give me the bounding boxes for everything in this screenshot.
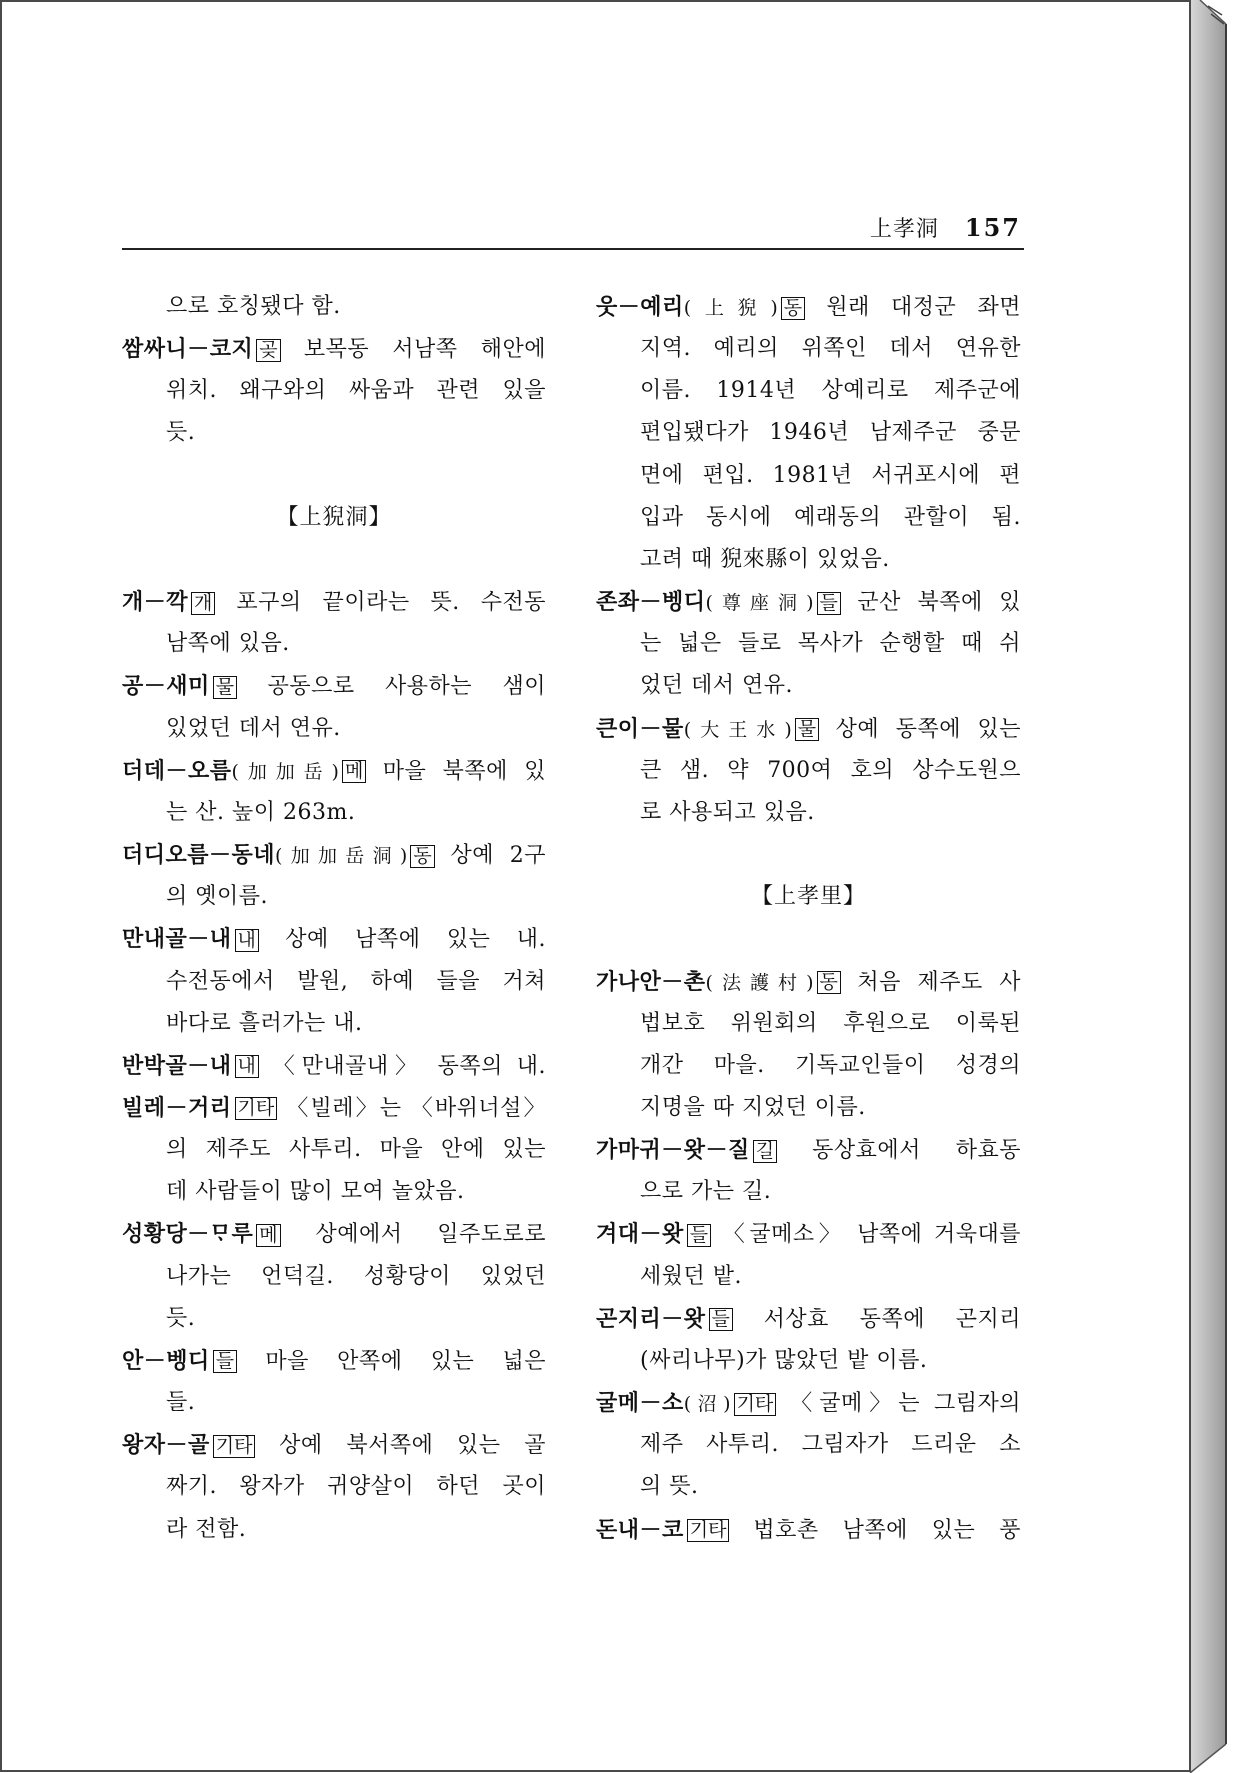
entry-line: 법보호 위원회의 후원으로 이룩된 (640, 1010, 1021, 1036)
category-tag: 내 (235, 1055, 259, 1078)
section-heading: 【上孝里】 (750, 884, 866, 910)
entry-line: 고려 때 猊來縣이 있었음. (640, 546, 890, 572)
headword: 공－새미 (122, 673, 210, 700)
entry-text: 마을 안쪽에 있는 넓은 (265, 1348, 546, 1374)
header-section-title: 上孝洞 (869, 217, 939, 242)
entry-line: 편입됐다가 1946년 남제주군 중문 (640, 420, 1021, 446)
category-tag: 들 (817, 592, 841, 615)
category-tag: 동 (817, 971, 841, 994)
entry-text: 〈만내골내〉 동쪽의 내. (272, 1053, 547, 1079)
running-header (870, 213, 1021, 245)
headword: 안－벵디 (122, 1347, 210, 1374)
hanja: (法護村) (705, 971, 814, 994)
category-tag: 들 (709, 1308, 733, 1331)
entry-line: 지명을 따 지었던 이름. (640, 1094, 866, 1120)
entry-text: 포구의 끝이라는 뜻. 수전동 (236, 590, 546, 616)
category-tag: 들 (687, 1224, 711, 1247)
headword: 가나안－촌 (596, 968, 706, 995)
entry-text: 상예 2구 (450, 843, 547, 869)
entry-text: 상예에서 일주도로로 (315, 1222, 547, 1248)
category-tag: 기타 (687, 1519, 730, 1542)
headword: 쌈싸니－코지 (122, 336, 254, 363)
entry-text: 원래 대정군 좌면 (826, 295, 1021, 320)
hanja: (大王水) (683, 718, 792, 741)
entry-line (122, 665, 546, 707)
entry-line (596, 1213, 1021, 1255)
entry-text: 군산 북쪽에 있 (857, 590, 1022, 616)
entry-text: 보목동 서남쪽 해안에 (303, 337, 546, 363)
hanja: (加加岳洞) (275, 845, 408, 868)
entry-line: 는 넓은 들로 목사가 순행할 때 쉬 (640, 631, 1021, 657)
entry-line (122, 834, 546, 876)
category-tag: 물 (795, 718, 819, 741)
page-stack-edge (1190, 0, 1226, 1773)
entry-text: 〈빌레〉는 〈바위너설〉 (286, 1095, 546, 1121)
entry-line: 이름. 1914년 상예리로 제주군에 (640, 378, 1021, 404)
category-tag: 기타 (213, 1435, 256, 1458)
entry-line: 는 산. 높이 263m. (166, 799, 356, 825)
entry-line (122, 918, 546, 960)
headword: 큰이－물 (596, 715, 684, 742)
entry-line: 나가는 언덕길. 성황당이 있었던 (166, 1263, 546, 1289)
section-heading: 【上猊洞】 (276, 504, 392, 530)
headword: 존좌－벵디 (596, 589, 706, 616)
blank-line (122, 539, 546, 581)
entry-line (122, 1340, 546, 1382)
entry-line: 수전동에서 발원, 하예 들을 거쳐 (166, 968, 546, 994)
entry-line: 듯. (166, 420, 196, 446)
right-column (596, 286, 1021, 1551)
category-tag: 동 (410, 845, 434, 868)
headword: 굴메－소 (596, 1390, 684, 1417)
entry-text: 상예 동쪽에 있는 (835, 716, 1022, 742)
entry-text: 서상효 동쪽에 곤지리 (763, 1306, 1021, 1332)
entry-text: 공동으로 사용하는 샘이 (267, 674, 546, 700)
headword: 웃－예리 (596, 294, 684, 320)
entry-line: (싸리나무)가 많았던 밭 이름. (640, 1347, 928, 1373)
entry-line: 큰 샘. 약 700여 호의 상수도원으 (640, 757, 1021, 783)
entry-line: 위치. 왜구와의 싸움과 관련 있을 (166, 378, 546, 404)
headword: 왕자－골 (122, 1432, 210, 1459)
entry-line: 남쪽에 있음. (166, 631, 290, 657)
entry-line: 입과 동시에 예래동의 관할이 됨. (640, 504, 1021, 530)
entry-text: 처음 제주도 사 (857, 969, 1022, 995)
hanja: (加加岳) (231, 760, 339, 783)
headword: 빌레－거리 (122, 1094, 232, 1121)
category-tag: 들 (213, 1350, 237, 1373)
category-tag: 내 (235, 929, 259, 952)
entry-line: 듯. (166, 1305, 196, 1331)
entry-text: 〈굴메〉는 그림자의 (790, 1391, 1021, 1417)
entry-line (122, 1045, 546, 1087)
entry-line (596, 1129, 1021, 1171)
headword: 겨대－왓 (596, 1221, 684, 1248)
entry-text: 상예 북서쪽에 있는 골 (279, 1433, 546, 1459)
blank-line (596, 834, 1021, 876)
category-tag: 개 (191, 592, 215, 615)
category-tag: 메 (342, 760, 366, 783)
entry-line (122, 581, 546, 623)
headword: 더디오름－동네 (122, 842, 276, 869)
hanja: (沼) (683, 1393, 731, 1416)
entry-line: 었던 데서 연유. (640, 673, 793, 699)
entry-line: 의 옛이름. (166, 884, 268, 910)
entry-line (122, 750, 546, 792)
category-tag: 동 (781, 297, 805, 320)
entry-line (596, 961, 1021, 1003)
headword: 개－깍 (122, 589, 189, 616)
entry-line (596, 1382, 1021, 1424)
entry-line: 면에 편입. 1981년 서귀포시에 편 (640, 462, 1021, 488)
entry-line: 있었던 데서 연유. (166, 715, 341, 741)
entry-text: 〈굴메소〉 남쪽에 거욱대를 (722, 1222, 1021, 1248)
category-tag: 기타 (235, 1097, 278, 1120)
entry-line (122, 1087, 546, 1129)
headword: 더데－오름 (122, 757, 232, 784)
blank-line (122, 455, 546, 497)
entry-line: 들. (166, 1390, 196, 1416)
entry-line (596, 1298, 1021, 1340)
entry-line: 데 사람들이 많이 모여 놀았음. (166, 1179, 465, 1205)
category-tag: 길 (753, 1140, 777, 1163)
headword: 곤지리－왓 (596, 1305, 706, 1332)
page-number: 157 (964, 213, 1021, 242)
entry-text: 법호촌 남쪽에 있는 풍 (753, 1517, 1021, 1543)
left-column (122, 286, 546, 1551)
entry-text: 상예 남쪽에 있는 내. (285, 927, 546, 953)
entry-line (122, 1213, 546, 1255)
entry-text: 동상효에서 하효동 (812, 1138, 1022, 1164)
hanja: (上猊) (683, 297, 778, 319)
headword: 반박골－내 (122, 1052, 232, 1079)
headword: 돈내－코 (596, 1516, 684, 1543)
entry-line (122, 328, 546, 370)
entry-text: 마을 북쪽에 있 (382, 758, 547, 784)
category-tag: 물 (213, 676, 237, 699)
entry-line (122, 1424, 546, 1466)
entry-line (596, 286, 1021, 328)
category-tag: 메 (256, 1224, 280, 1247)
entry-line: 지역. 예리의 위쪽인 데서 연유한 (640, 336, 1021, 362)
entry-line: 바다로 흘러가는 내. (166, 1010, 363, 1036)
entry-line (596, 1509, 1021, 1551)
entry-line: 로 사용되고 있음. (640, 799, 815, 825)
entry-line: 세웠던 밭. (640, 1263, 742, 1289)
entry-line: 의 뜻. (640, 1474, 699, 1500)
entry-line: 짜기. 왕자가 귀양살이 하던 곳이 (166, 1474, 546, 1500)
category-tag: 곶 (256, 339, 280, 362)
headword: 가마귀－왓－질 (596, 1137, 750, 1164)
entry-line: 라 전함. (166, 1516, 247, 1542)
headword: 성황당－ᄆᆞ루 (122, 1221, 254, 1248)
blank-line (596, 918, 1021, 960)
headword: 만내골－내 (122, 926, 232, 953)
header-rule (122, 248, 1024, 250)
category-tag: 기타 (734, 1393, 777, 1416)
entry-line (596, 708, 1021, 750)
entry-line (596, 581, 1021, 623)
entry-line: 의 제주도 사투리. 마을 안에 있는 (166, 1137, 546, 1163)
entry-line: 개간 마을. 기독교인들이 성경의 (640, 1052, 1021, 1078)
hanja: (尊座洞) (705, 592, 814, 615)
carryover-line: 으로 호칭됐다 함. (166, 294, 341, 319)
entry-line: 제주 사투리. 그림자가 드리운 소 (640, 1432, 1021, 1458)
entry-line: 으로 가는 길. (640, 1179, 772, 1205)
